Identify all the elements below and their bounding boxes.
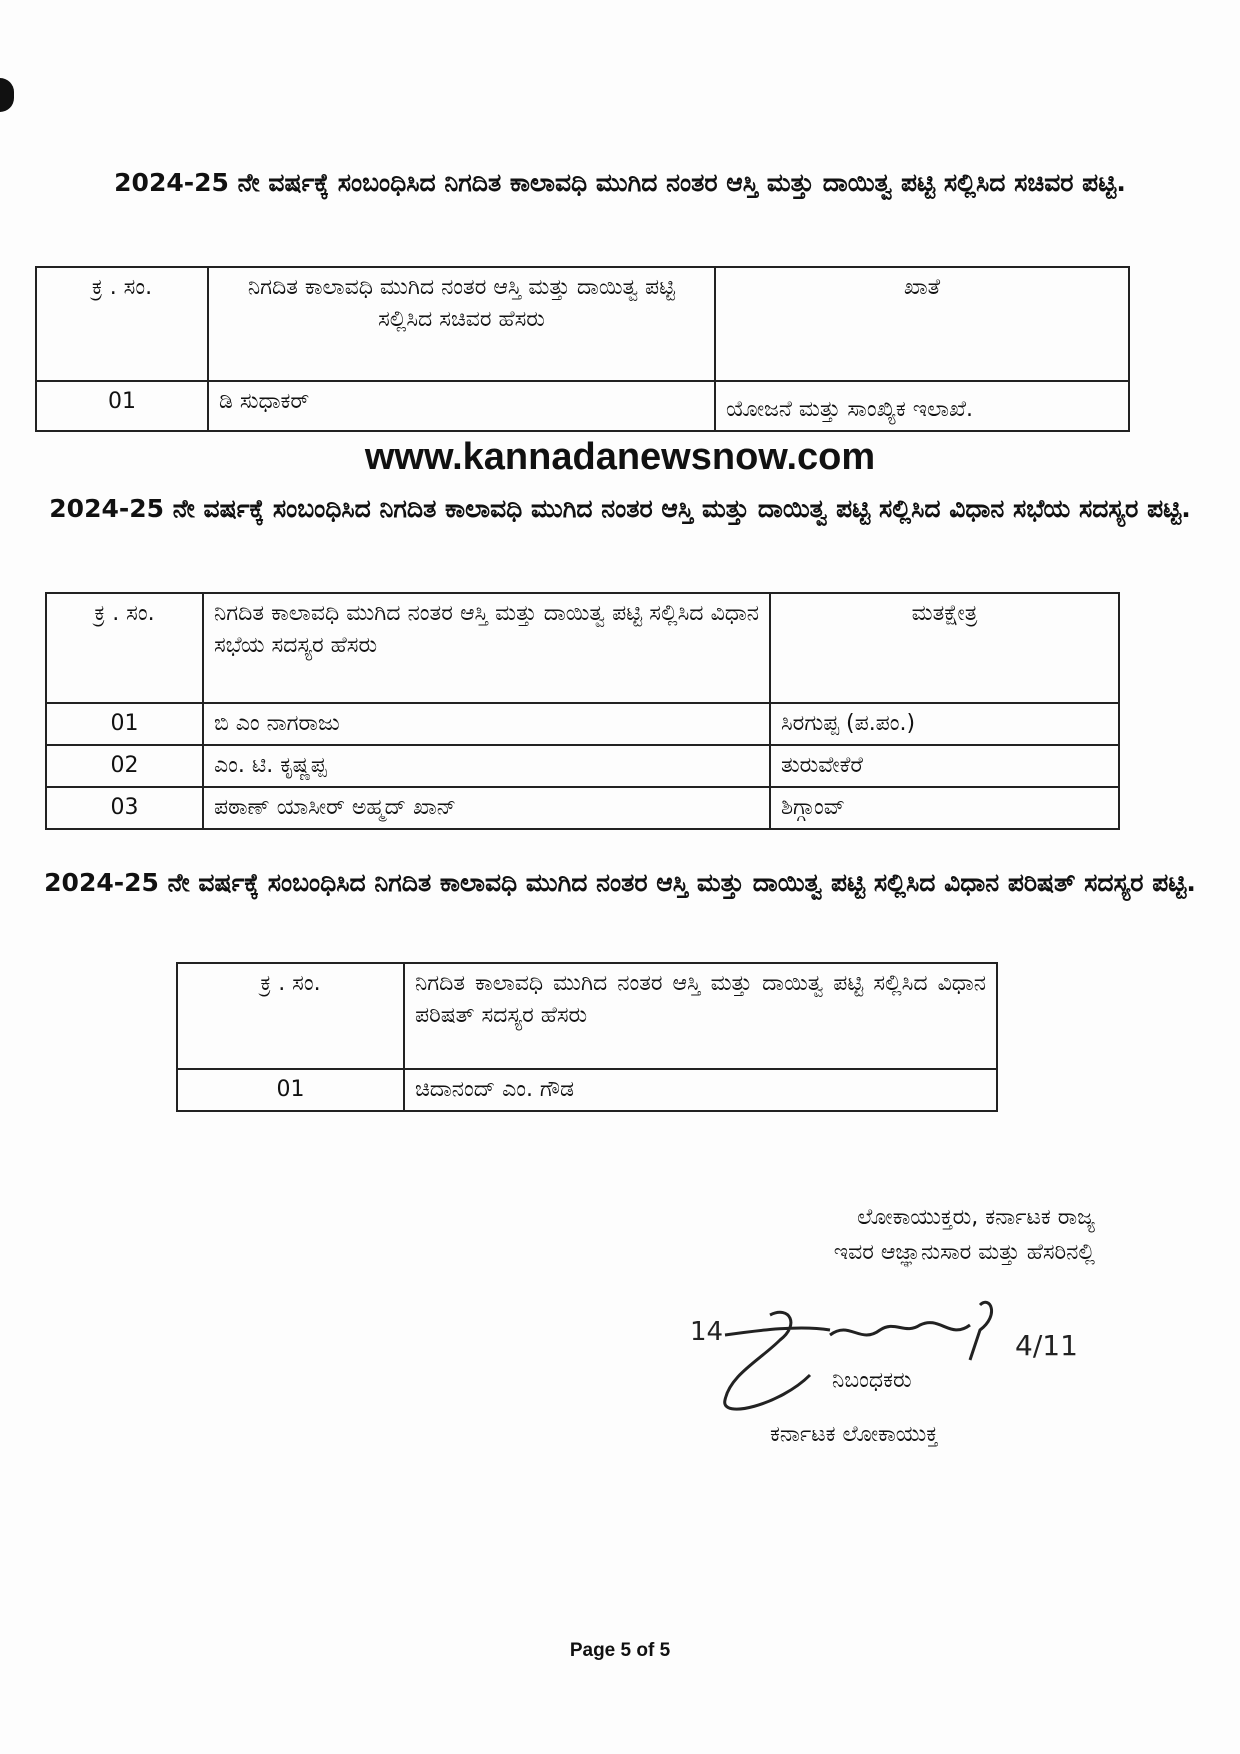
table-header-row <box>177 963 997 1069</box>
office-name: ಕರ್ನಾಟಕ ಲೋಕಾಯುಕ್ತ <box>770 1422 939 1447</box>
council-members-table <box>176 962 998 1112</box>
header-serial: ಕ್ರ . ಸಂ. <box>177 963 404 1069</box>
table-row <box>46 745 1119 787</box>
section3-title: 2024-25 ನೇ ವರ್ಷಕ್ಕೆ ಸಂಬಂಧಿಸಿದ ನಿಗದಿತ ಕಾಲಾವಧಿ ಮುಗಿದ ನಂತರ ಆಸ್ತಿ ಮತ್ತು ದಾಯಿತ್ವ ಪಟ್ಟಿ ಸಲ್ಲಿಸಿದ ವಿಧಾನ ಪರಿಷತ್ ಸದಸ್ಯರ ಪಟ್ಟಿ. <box>44 868 1196 897</box>
cell-constituency: ಶಿಗ್ಗಾಂವ್ <box>770 787 1119 829</box>
page-number: Page 5 of 5 <box>569 1640 671 1661</box>
table-row <box>46 703 1119 745</box>
cell-name: ಪಠಾಣ್ ಯಾಸೀರ್ ಅಹ್ಮದ್ ಖಾನ್ <box>203 787 770 829</box>
cell-serial: 02 <box>46 745 203 787</box>
scan-mark <box>0 78 14 112</box>
authority-line-2: ಇವರ ಆಜ್ಞಾನುಸಾರ ಮತ್ತು ಹೆಸರಿನಲ್ಲಿ <box>833 1240 1095 1265</box>
cell-portfolio: ಯೋಜನೆ ಮತ್ತು ಸಾಂಖ್ಯಿಕ ಇಲಾಖೆ. <box>715 381 1129 431</box>
table-row <box>177 1069 997 1111</box>
table-row <box>36 381 1129 431</box>
table-row <box>46 787 1119 829</box>
header-name: ನಿಗದಿತ ಕಾಲಾವಧಿ ಮುಗಿದ ನಂತರ ಆಸ್ತಿ ಮತ್ತು ದಾಯಿತ್ವ ಪಟ್ಟಿ ಸಲ್ಲಿಸಿದ ವಿಧಾನ ಪರಿಷತ್ ಸದಸ್ಯರ ಹೆಸರು <box>404 963 997 1069</box>
registrar-designation: ನಿಬಂಧಕರು <box>832 1368 912 1393</box>
signature-date-day: 14 <box>690 1317 724 1347</box>
signature-date-month: 4/11 <box>1015 1329 1078 1362</box>
cell-serial: 01 <box>36 381 208 431</box>
cell-serial: 01 <box>177 1069 404 1111</box>
cell-serial: 01 <box>46 703 203 745</box>
section2-title: 2024-25 ನೇ ವರ್ಷಕ್ಕೆ ಸಂಬಂಧಿಸಿದ ನಿಗದಿತ ಕಾಲಾವಧಿ ಮುಗಿದ ನಂತರ ಆಸ್ತಿ ಮತ್ತು ದಾಯಿತ್ವ ಪಟ್ಟಿ ಸಲ್ಲಿಸಿದ ವಿಧಾನ ಸಭೆಯ ಸದಸ್ಯರ ಪಟ್ಟಿ. <box>49 494 1191 523</box>
handwritten-signature <box>680 1285 1100 1415</box>
cell-constituency: ತುರುವೇಕೆರೆ <box>770 745 1119 787</box>
cell-name: ಚಿದಾನಂದ್ ಎಂ. ಗೌಡ <box>404 1069 997 1111</box>
cell-name: ಬಿ ಎಂ ನಾಗರಾಜು <box>203 703 770 745</box>
watermark: www.kannadanewsnow.com <box>364 436 876 478</box>
table-header-row <box>46 593 1119 703</box>
authority-line: ಲೋಕಾಯುಕ್ತರು, ಕರ್ನಾಟಕ ರಾಜ್ಯ <box>857 1205 1095 1230</box>
ministers-table <box>35 266 1130 432</box>
cell-constituency: ಸಿರಗುಪ್ಪ (ಪ.ಪಂ.) <box>770 703 1119 745</box>
table-header-row <box>36 267 1129 381</box>
cell-serial: 03 <box>46 787 203 829</box>
header-name: ನಿಗದಿತ ಕಾಲಾವಧಿ ಮುಗಿದ ನಂತರ ಆಸ್ತಿ ಮತ್ತು ದಾಯಿತ್ವ ಪಟ್ಟಿ ಸಲ್ಲಿಸಿದ ವಿಧಾನ ಸಭೆಯ ಸದಸ್ಯರ ಹೆಸರು <box>203 593 770 703</box>
section1-title: 2024-25 ನೇ ವರ್ಷಕ್ಕೆ ಸಂಬಂಧಿಸಿದ ನಿಗದಿತ ಕಾಲಾವಧಿ ಮುಗಿದ ನಂತರ ಆಸ್ತಿ ಮತ್ತು ದಾಯಿತ್ವ ಪಟ್ಟಿ ಸಲ್ಲಿಸಿದ ಸಚಿವರ ಪಟ್ಟಿ. <box>114 168 1126 197</box>
header-constituency: ಮತಕ್ಷೇತ್ರ <box>770 593 1119 703</box>
header-portfolio: ಖಾತೆ <box>715 267 1129 381</box>
header-serial: ಕ್ರ . ಸಂ. <box>46 593 203 703</box>
assembly-members-table <box>45 592 1120 830</box>
cell-name: ಎಂ. ಟಿ. ಕೃಷ್ಣಪ್ಪ <box>203 745 770 787</box>
header-serial: ಕ್ರ . ಸಂ. <box>36 267 208 381</box>
cell-name: ಡಿ ಸುಧಾಕರ್ <box>208 381 715 431</box>
header-name: ನಿಗದಿತ ಕಾಲಾವಧಿ ಮುಗಿದ ನಂತರ ಆಸ್ತಿ ಮತ್ತು ದಾಯಿತ್ವ ಪಟ್ಟಿ ಸಲ್ಲಿಸಿದ ಸಚಿವರ ಹೆಸರು <box>208 267 715 381</box>
